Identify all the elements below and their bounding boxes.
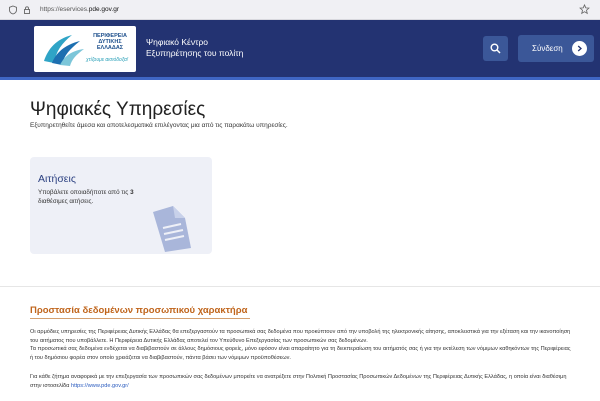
login-button[interactable] [518,35,594,62]
logo-tagline: χτίζουμε αισιόδοξα! [86,57,129,63]
url-domain: pde.gov.gr [88,6,120,13]
bookmark-star-icon[interactable] [579,4,590,15]
card-count: 3 [130,189,134,196]
shield-icon [8,5,18,15]
privacy-policy-link[interactable]: https://www.pde.gov.gr/ [70,382,129,389]
privacy-paragraph-3-text: Για κάθε ζήτημα αναφορικά με την επεξεργασία των προσωπικών σας δεδομένων μπορείτε να ανατρέξετε στην Πολιτική Προστασίας Προσωπικών Δεδομένων της Περιφέρειας Δυτικής Ελλάδας, η οποία είναι διαθέσιμη στην ιστοσελίδα [30,374,567,389]
privacy-paragraph-2: Τα προσωπικά σας δεδομένα ενδέχεται να διαβιβαστούν σε άλλους δημόσιους φορείς, μόνο εφόσον είναι απαραίτητο για τη διεκπεραίωση του αιτήματός σας ή για την εκτέλεση των νόμιμων καθηκόντων της Περιφέρειας ή του δημόσιου φορέα στον οποίο χρειάζεται να διαβιβαστούν, πάντα βάσει των νόμιμων προϋποθέσεων. [30,346,571,361]
logo-text-line3: ΕΛΛΑΔΑΣ [96,45,124,51]
lock-icon [22,5,32,15]
card-desc-suffix: διαθέσιμες αιτήσεις. [38,198,94,205]
login-label: Σύνδεση [532,44,563,53]
card-desc-prefix: Υποβάλετε οποιαδήποτε από τις [38,189,131,196]
page-subtitle: Εξυπηρετηθείτε άμεσα και αποτελεσματικά επιλέγοντας μια από τις παρακάτω υπηρεσίες. [30,122,288,129]
search-icon [490,43,501,54]
brand-line1: Ψηφιακό Κέντρο [146,37,209,47]
logo-emblem-icon [38,31,86,67]
card-title: Αιτήσεις [38,173,76,185]
site-header [0,20,600,80]
page-title: Ψηφιακές Υπηρεσίες [30,99,206,120]
privacy-paragraph-3 [30,373,575,390]
applications-card[interactable] [30,157,212,254]
privacy-title-underline [30,318,250,319]
url-prefix: https://eservices. [40,6,89,13]
search-button[interactable] [483,36,508,61]
section-divider [0,286,600,287]
browser-url-bar[interactable] [0,0,600,20]
privacy-paragraph-1: Οι αρμόδιες υπηρεσίες της Περιφέρειας Δυτικής Ελλάδας θα επεξεργαστούν τα προσωπικά σας δεδομένα που προκύπτουν από την υποβολή της ηλεκτρονικής αίτησης, αποκλειστικά για την εξέταση και την ικανοποίηση του αιτήματος που υποβάλλετε. Η Περιφέρεια Δυτικής Ελλάδας αποτελεί τον Υπεύθυνο Επεξεργασίας των προσωπικών σας δεδομένων. [30,329,571,344]
chevron-right-icon [572,41,587,56]
privacy-section-title: Προστασία δεδομένων προσωπικού χαρακτήρα [30,305,248,316]
site-brand [146,37,243,59]
logo-text-line1: ΠΕΡΙΦΕΡΕΙΑ [93,33,127,39]
url-text[interactable] [40,6,119,13]
brand-line2: Εξυπηρέτησης του πολίτη [146,48,244,58]
document-icon [151,204,201,252]
logo-text-line2: ΔΥΤΙΚΗΣ [98,39,122,45]
region-logo[interactable] [34,26,136,72]
card-description [38,188,148,206]
